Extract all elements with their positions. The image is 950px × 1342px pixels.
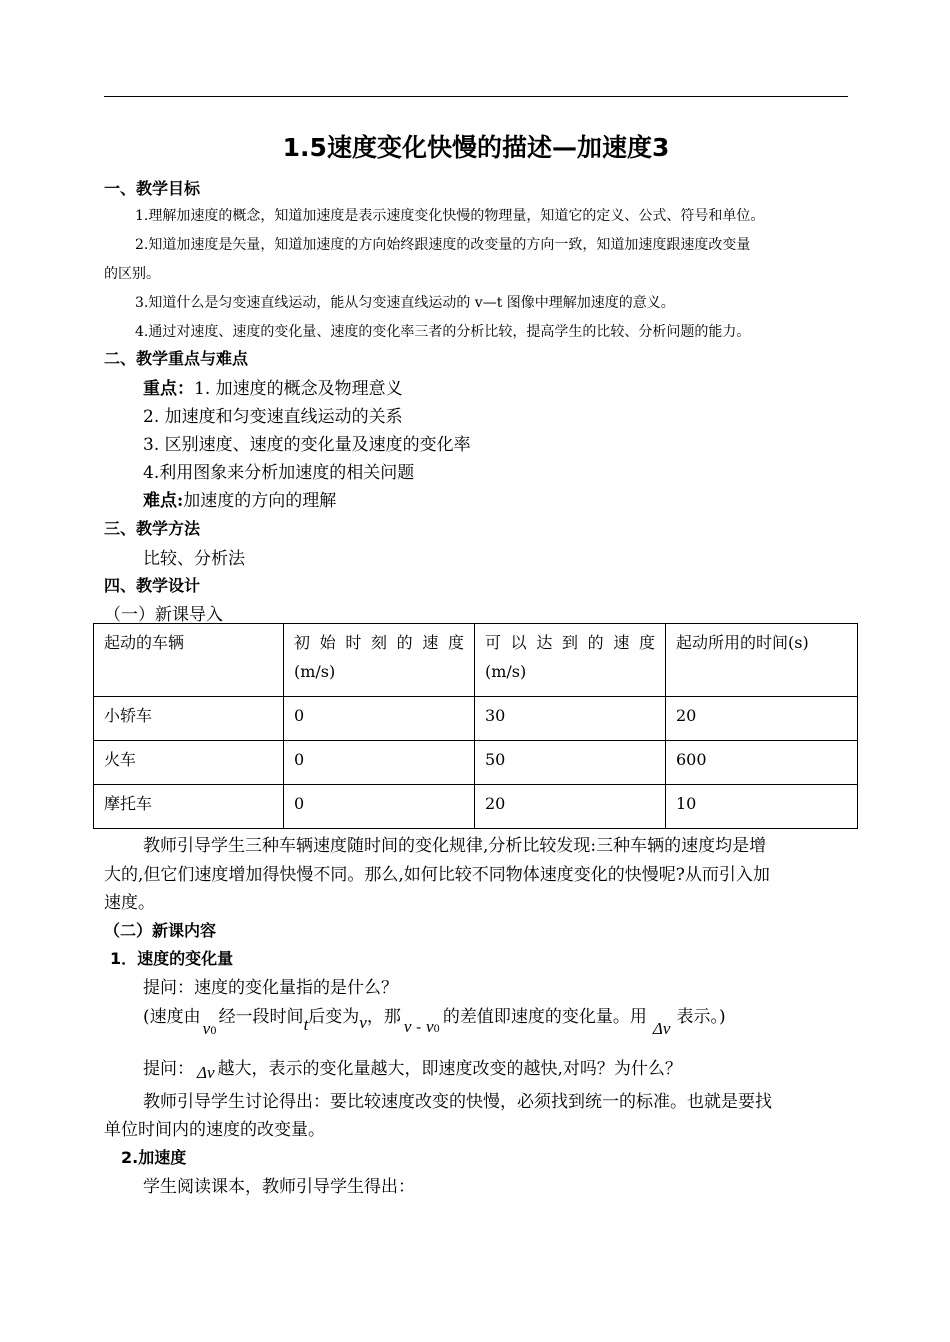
goal-item-2: 2.知道加速度是矢量，知道加速度的方向始终跟速度的改变量的方向一致，知道加速度跟速度改变量 — [135, 237, 751, 253]
section-heading-design: 四、教学设计 — [104, 576, 201, 595]
subheading-acceleration: 2.加速度 — [121, 1148, 187, 1167]
table-header-cell: 可以达到的速度 (m/s) — [475, 624, 666, 697]
table-cell: 0 — [284, 785, 475, 829]
table-cell: 0 — [284, 741, 475, 785]
discussion-line-2: 单位时间内的速度的改变量。 — [104, 1120, 325, 1140]
table-header-cell: 起动的车辆 — [94, 624, 284, 697]
table-cell: 20 — [666, 697, 858, 741]
key-point-1 — [143, 374, 403, 399]
table-row — [94, 741, 858, 785]
table-cell: 10 — [666, 785, 858, 829]
last-line: 学生阅读课本，教师引导学生得出： — [143, 1177, 415, 1197]
part2-heading: （二）新课内容 — [104, 921, 217, 940]
para-after-table-line-1: 教师引导学生三种车辆速度随时间的变化规律,分析比较发现:三种车辆的速度均是增 — [143, 836, 767, 856]
goal-item-2-cont: 的区别。 — [104, 266, 160, 282]
formula-v-minus-v0: v - v0 — [403, 1017, 440, 1036]
header-rule — [104, 96, 848, 97]
difficulty-label: 难点: — [143, 491, 184, 511]
key-point-4: 4.利用图象来分析加速度的相关问题 — [143, 463, 415, 483]
section-heading-method: 三、教学方法 — [104, 519, 201, 538]
formula-v: v — [359, 1013, 367, 1032]
table-header-row — [94, 624, 858, 697]
key-point-3: 3. 区别速度、速度的变化量及速度的变化率 — [143, 435, 471, 455]
key-point-2: 2. 加速度和匀变速直线运动的关系 — [143, 407, 403, 427]
goal-item-1: 1.理解加速度的概念，知道加速度是表示速度变化快慢的物理量，知道它的定义、公式、符号和单位。 — [135, 208, 765, 224]
table-cell: 30 — [475, 697, 666, 741]
key-item-1: 1. 加速度的概念及物理意义 — [194, 379, 403, 399]
page-title: 1.5速度变化快慢的描述—加速度3 — [282, 133, 670, 162]
subheading-velocity-change: 1．速度的变化量 — [110, 949, 234, 968]
section-heading-key-points: 二、教学重点与难点 — [104, 349, 249, 368]
question-2: 提问： Δv 越大，表示的变化量越大，即速度改变的越快,对吗？为什么？ — [143, 1059, 682, 1082]
difficulty-point — [143, 486, 336, 511]
table-cell: 20 — [475, 785, 666, 829]
table-cell: 火车 — [94, 741, 284, 785]
method-text: 比较、分析法 — [143, 549, 245, 569]
table-row — [94, 785, 858, 829]
table-header-cell: 起动所用的时间(s) — [666, 624, 858, 697]
table-header-cell: 初始时刻的速度 (m/s) — [284, 624, 475, 697]
part1-heading: （一）新课导入 — [104, 605, 223, 625]
para-after-table-line-2: 大的,但它们速度增加得快慢不同。那么,如何比较不同物体速度变化的快慢呢?从而引入加 — [104, 865, 770, 885]
table-cell: 0 — [284, 697, 475, 741]
table-cell: 50 — [475, 741, 666, 785]
section-heading-goals: 一、教学目标 — [104, 179, 201, 198]
vehicle-table — [93, 623, 858, 829]
para-after-table-line-3: 速度。 — [104, 893, 155, 913]
key-label: 重点： — [143, 379, 194, 399]
formula-delta-v-2: Δv — [197, 1063, 215, 1082]
discussion-line-1: 教师引导学生讨论得出：要比较速度改变的快慢，必须找到统一的标准。也就是要找 — [143, 1092, 772, 1112]
goal-item-3: 3.知道什么是匀变速直线运动，能从匀变速直线运动的 v—t 图像中理解加速度的意义。 — [135, 295, 675, 311]
table-cell: 600 — [666, 741, 858, 785]
table-cell: 摩托车 — [94, 785, 284, 829]
table-row — [94, 697, 858, 741]
explanation-line: (速度由v0经一段时间t后变为v，那 v - v0的差值即速度的变化量。用Δv表示。) — [143, 1007, 726, 1038]
formula-v0: v0 — [202, 1019, 217, 1038]
table-cell: 小轿车 — [94, 697, 284, 741]
formula-t: t — [303, 1015, 309, 1034]
goal-item-4: 4.通过对速度、速度的变化量、速度的变化率三者的分析比较，提高学生的比较、分析问题的能力。 — [135, 324, 751, 340]
question-1: 提问：速度的变化量指的是什么？ — [143, 978, 398, 998]
formula-delta-v: Δv — [652, 1019, 671, 1038]
difficulty-text: 加速度的方向的理解 — [183, 491, 337, 511]
